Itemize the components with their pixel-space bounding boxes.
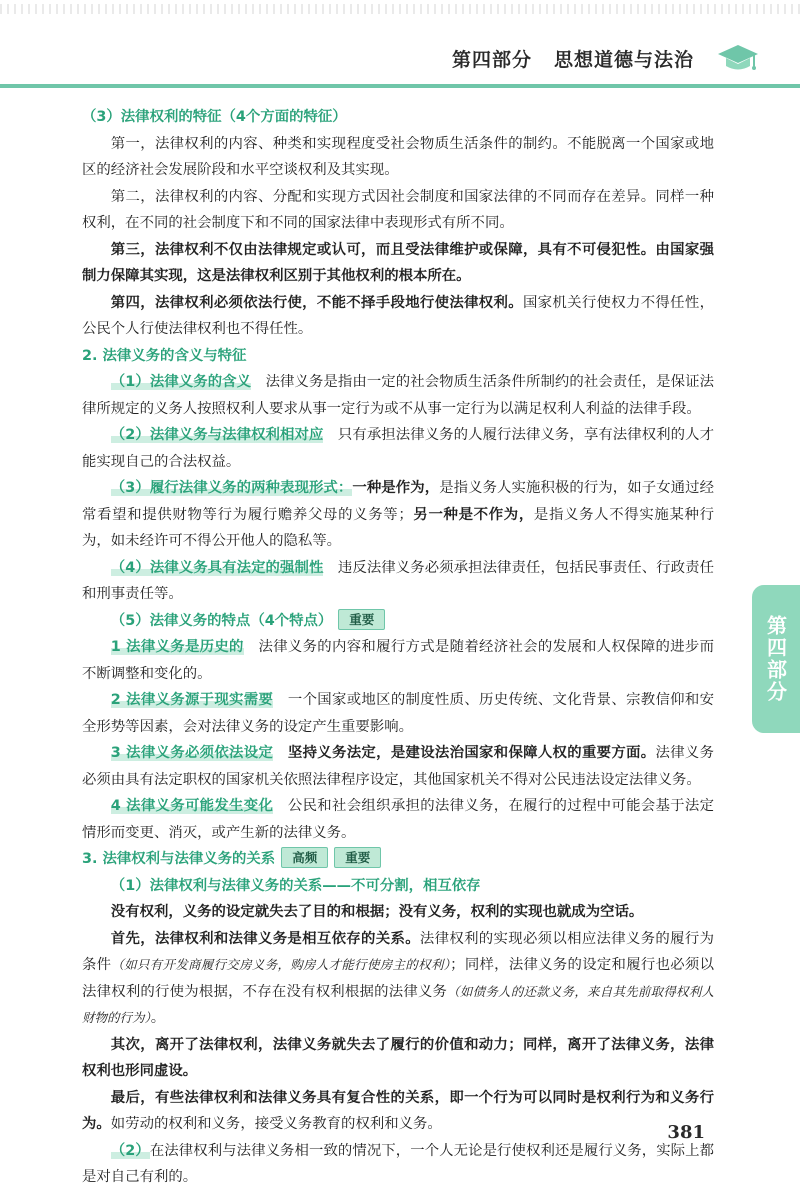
bold-text: 其次，离开了法律权利，法律义务就失去了履行的价值和动力；同样，离开了法律义务，法律权利也形同虚设。 xyxy=(82,1036,714,1079)
item-label: 1 法律义务是历史的 xyxy=(110,639,244,655)
paragraph-text: 只有承担法律义务的人履行法律义务，享有法律权利的人才能实现自己的合法权益。 xyxy=(82,427,714,470)
bold-text: 第四，法律权利必须依法行使，不能不择手段地行使法律权利。 xyxy=(110,294,523,311)
side-tab-label: 第四部分 xyxy=(763,615,788,703)
item-label: （5）法律义务的特点（4个特点） xyxy=(110,612,333,629)
section-heading xyxy=(82,846,714,873)
bold-text: 最后，有些法律权利和法律义务具有复合性的关系，即一个行为可以同时是权利行为和义务行为。 xyxy=(82,1089,714,1132)
paragraph xyxy=(82,926,714,1032)
paragraph: 第二，法律权利的内容、分配和实现方式因社会制度和国家法律的不同而存在差异。同样一种权利，在不同的社会制度下和不同的国家法律中表现形式有所不同。 xyxy=(82,188,714,231)
header-part-label: 第四部分 xyxy=(451,48,532,71)
paragraph-text: 公民和社会组织承担的法律义务，在履行的过程中可能会基于法定情形而变更、消灭，或产生新的法律义务。 xyxy=(82,798,714,841)
bold-text: 首先，法律权利和法律义务是相互依存的关系。 xyxy=(110,930,420,947)
page-number: 381 xyxy=(667,1122,705,1143)
item-label: 3 法律义务必须依法设定 xyxy=(110,745,274,761)
paragraph xyxy=(82,475,714,555)
header-rule xyxy=(0,84,800,88)
top-decoration xyxy=(0,4,800,14)
item-label: （2） xyxy=(110,1142,150,1159)
paragraph xyxy=(82,608,714,635)
side-section-tab xyxy=(752,585,800,733)
paragraph xyxy=(82,634,714,687)
bold-text: 坚持义务法定，是建设法治国家和保障人权的重要方面。 xyxy=(287,745,656,761)
paragraph xyxy=(82,290,714,343)
paragraph xyxy=(82,1085,714,1138)
paragraph-text: 是指义务人不得实施某种行为，如未经许可不得公开他人的隐私等。 xyxy=(82,506,714,549)
paragraph xyxy=(82,1138,714,1191)
paragraph xyxy=(82,422,714,475)
paragraph-text: 如劳动的权利和义务，接受义务教育的权利和义务。 xyxy=(110,1116,442,1132)
paragraph-text: ；同样，法律义务的设定和履行也必须以法律权利的行使为根据，不存在没有权利根据的法律义务 xyxy=(82,957,714,1000)
page-header xyxy=(452,38,760,78)
page-body xyxy=(82,104,714,1191)
paragraph xyxy=(82,873,714,900)
paragraph xyxy=(82,369,714,422)
item-label: 4 法律义务可能发生变化 xyxy=(110,798,274,814)
paragraph-text: 法律义务必须由具有法定职权的国家机关依照法律程序设定，其他国家机关不得对公民违法设定法律义务。 xyxy=(82,745,714,788)
item-label: （1）法律权利与法律义务的关系——不可分割，相互依存 xyxy=(110,877,481,894)
item-label: （2）法律义务与法律权利相对应 xyxy=(110,427,324,443)
paragraph-text: 是指义务人实施积极的行为，如子女通过经常看望和提供财物等行为履行赡养父母的义务等； xyxy=(82,480,714,523)
paragraph xyxy=(82,1032,714,1085)
paragraph: 第一，法律权利的内容、种类和实现程度受社会物质生活条件的制约。不能脱离一个国家或地区的经济社会发展阶段和水平空谈权利及其实现。 xyxy=(82,135,714,178)
bold-text: 另一种是不作为， xyxy=(412,506,534,523)
heading-text: （3）法律权利的特征（4个方面的特征） xyxy=(82,109,347,125)
paragraph-text: 一个国家或地区的制度性质、历史传统、文化背景、宗教信仰和安全形势等因素，会对法律义务的设定产生重要影响。 xyxy=(82,692,714,735)
item-label: （1）法律义务的含义 xyxy=(110,374,252,390)
item-label: 2 法律义务源于现实需要 xyxy=(110,692,274,708)
important-tag: 重要 xyxy=(334,847,381,868)
heading-text: 3. 法律权利与法律义务的关系 xyxy=(82,851,276,867)
example-note: （如债务人的还款义务，来自其先前取得权利人财物的行为） xyxy=(82,983,714,1025)
paragraph xyxy=(82,555,714,608)
paragraph-text: 法律权利的实现必须以相应法律义务的履行为条件 xyxy=(82,930,714,973)
paragraph-text: 法律义务的内容和履行方式是随着经济社会的发展和人权保障的进步而不断调整和变化的。 xyxy=(82,639,714,682)
item-label: （3）履行法律义务的两种表现形式： xyxy=(110,480,353,496)
paragraph-text: 。 xyxy=(150,1010,166,1026)
example-note: （如只有开发商履行交房义务，购房人才能行使房主的权利） xyxy=(111,957,451,972)
paragraph xyxy=(82,740,714,793)
frequent-tag: 高频 xyxy=(281,847,328,868)
paragraph-text: 违反法律义务必须承担法律责任，包括民事责任、行政责任和刑事责任等。 xyxy=(82,559,714,602)
bold-text: 没有权利，义务的设定就失去了目的和根据；没有义务，权利的实现也就成为空话。 xyxy=(110,904,644,920)
bold-text: 第三，法律权利不仅由法律规定或认可，而且受法律维护或保障，具有不可侵犯性。由国家强制力保障其实现，这是法律权利区别于其他权利的根本所在。 xyxy=(82,241,714,284)
section-heading xyxy=(82,343,714,370)
heading-text: 2. 法律义务的含义与特征 xyxy=(82,347,247,364)
paragraph xyxy=(82,687,714,740)
paragraph xyxy=(82,899,714,926)
paragraph-text: 国家机关行使权力不得任性，公民个人行使法律权利也不得任性。 xyxy=(82,294,714,337)
graduation-cap-icon xyxy=(716,41,760,75)
header-subject-label: 思想道德与法治 xyxy=(553,48,694,71)
paragraph xyxy=(82,237,714,290)
item-label: （4）法律义务具有法定的强制性 xyxy=(110,559,324,576)
important-tag: 重要 xyxy=(338,609,385,630)
paragraph xyxy=(82,793,714,846)
paragraph-text: 在法律权利与法律义务相一致的情况下，一个人无论是行使权利还是履行义务，实际上都是对自己有利的。 xyxy=(82,1142,714,1185)
bold-text: 一种是作为， xyxy=(352,480,440,496)
section-heading xyxy=(82,104,714,131)
paragraph-text: 法律义务是指由一定的社会物质生活条件所制约的社会责任，是保证法律所规定的义务人按照权利人要求从事一定行为或不从事一定行为以满足权利人利益的法律手段。 xyxy=(82,374,714,417)
